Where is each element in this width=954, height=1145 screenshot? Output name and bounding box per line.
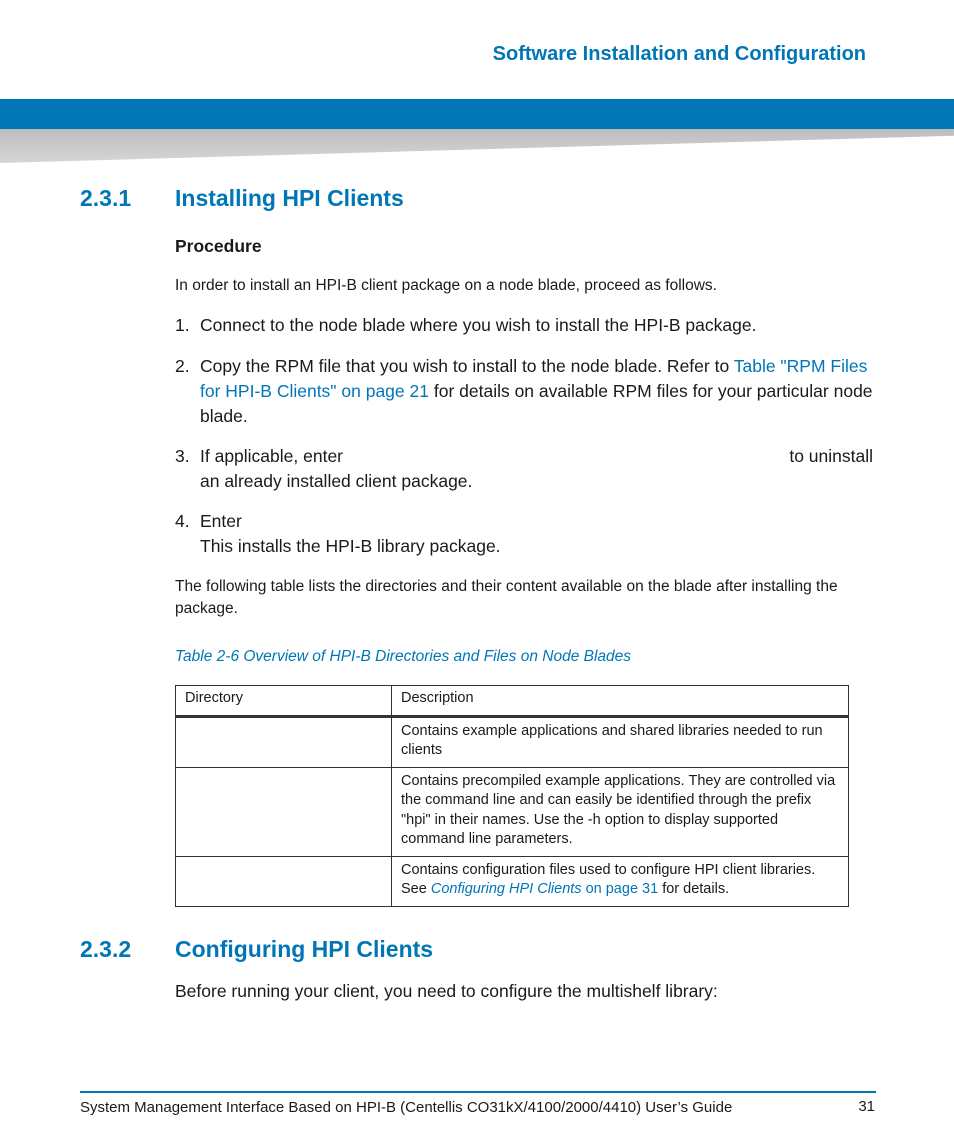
header-blue-band bbox=[0, 99, 954, 129]
description-text: Contains configuration files used to configure HPI client libraries. See bbox=[401, 861, 816, 897]
running-header-title: Software Installation and Configuration bbox=[487, 43, 872, 66]
step-text-part: to uninstall bbox=[789, 446, 873, 466]
table-caption: Table 2-6 Overview of HPI-B Directories and Files on Node Blades bbox=[175, 648, 632, 665]
description-text: for details. bbox=[658, 881, 730, 897]
directory-cell bbox=[176, 856, 392, 906]
page-number: 31 bbox=[858, 1098, 875, 1115]
footer-title: System Management Interface Based on HPI-B (Centellis CO31kX/4100/2000/4410) User’s Guide bbox=[80, 1099, 733, 1116]
table-header-row bbox=[176, 686, 849, 717]
step-number: 1. bbox=[175, 315, 190, 335]
link-title: Configuring HPI Clients bbox=[430, 881, 582, 897]
step-text-part: Copy the RPM file that you wish to install to the node blade. Refer to bbox=[200, 356, 734, 376]
step-text-part: This installs the HPI-B library package. bbox=[200, 536, 501, 556]
section-number: 2.3.1 bbox=[80, 185, 132, 211]
step-text-part: for details on available RPM files for your particular node blade. bbox=[200, 381, 873, 426]
directory-cell bbox=[176, 767, 392, 856]
step-text bbox=[200, 444, 873, 494]
description-cell bbox=[392, 856, 849, 906]
table-row bbox=[176, 767, 849, 856]
table-row bbox=[176, 856, 849, 906]
rpm-table-link[interactable]: Table "RPM Files for HPI-B Clients" on page 21 bbox=[200, 356, 868, 401]
procedure-heading: Procedure bbox=[175, 236, 262, 256]
table-intro: The following table lists the directories and their content available on the blade after installing the package. bbox=[175, 578, 838, 617]
step-text-part: Enter bbox=[200, 511, 242, 531]
step-text: Connect to the node blade where you wish to install the HPI-B package. bbox=[200, 315, 757, 335]
footer-rule bbox=[80, 1091, 876, 1093]
description-cell: Contains example applications and shared libraries needed to run clients bbox=[392, 716, 849, 767]
section-intro: Before running your client, you need to configure the multishelf library: bbox=[175, 981, 718, 1001]
table-row bbox=[176, 716, 849, 767]
link-page: on page 31 bbox=[581, 881, 659, 897]
procedure-intro: In order to install an HPI-B client package on a node blade, proceed as follows. bbox=[175, 277, 717, 294]
step-text-part: If applicable, enter bbox=[200, 446, 344, 466]
configuring-clients-link[interactable] bbox=[431, 881, 658, 897]
step-text-part: an already installed client package. bbox=[200, 471, 473, 491]
directories-table bbox=[175, 685, 849, 907]
step-number: 3. bbox=[175, 446, 190, 466]
step-text bbox=[200, 354, 873, 429]
directory-cell bbox=[176, 716, 392, 767]
section-title: Configuring HPI Clients bbox=[175, 936, 434, 962]
description-cell: Contains precompiled example applications. They are controlled via the command line and can easily be identified through the prefix "hpi" in their names. Use the -h option to display supported command line parameters. bbox=[392, 767, 849, 856]
step-text bbox=[200, 509, 873, 559]
header-gray-wedge bbox=[0, 129, 954, 163]
step-number: 2. bbox=[175, 356, 190, 376]
section-number: 2.3.2 bbox=[80, 936, 132, 962]
step-number: 4. bbox=[175, 511, 190, 531]
section-title: Installing HPI Clients bbox=[175, 185, 404, 211]
column-header-directory: Directory bbox=[176, 686, 392, 717]
column-header-description: Description bbox=[392, 686, 849, 717]
